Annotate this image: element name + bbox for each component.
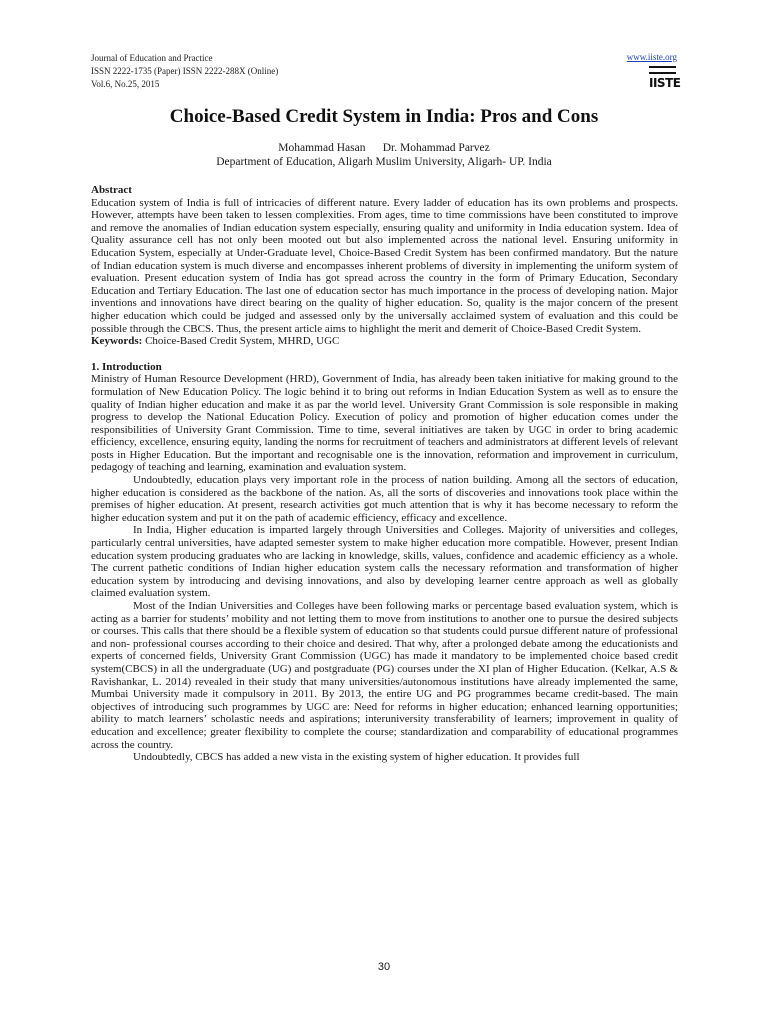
logo-text: IISTE (649, 76, 681, 90)
paper-title: Choice-Based Credit System in India: Pros and Cons (169, 106, 599, 127)
intro-paragraph: Undoubtedly, education plays very important role in the process of nation building. Among all the sectors of education, higher education is considered as the backbone of the nation. As, all the sorts of discoveries and innovations took place within the premises of higher education. At present, research activities got much attention that is why it has become necessary to reform the higher education system and put it on the path of academic efficiency, efficacy and excellence. (91, 474, 678, 524)
keywords-list: Choice-Based Credit System, MHRD, UGC (142, 335, 340, 348)
journal-header (91, 52, 278, 91)
journal-issn: ISSN 2222-1735 (Paper) ISSN 2222-288X (Online) (91, 66, 279, 76)
intro-paragraph: In India, Higher education is imparted largely through Universities and Colleges. Majority of universities and colleges, particularly central universities, have adapted semester system to make higher education more compatible. However, present Indian education system producing graduates who are lacking in knowledge, skills, values, confidence and academic efficiency as a whole. The current pathetic conditions of Indian higher education system calls the necessary reformation and transformation of higher education system by introducing and devising innovations, and also by developing learner centre approach as well as globally claimed evaluation system. (91, 524, 678, 600)
paper-authors: Mohammad Hasan Dr. Mohammad Parvez (278, 142, 490, 154)
paper-body (91, 184, 678, 764)
abstract-heading: Abstract (91, 184, 132, 196)
keywords-label: Keywords: (91, 335, 143, 348)
intro-paragraph: Most of the Indian Universities and Colleges have been following marks or percentage based evaluation system, which is acting as a barrier for students’ mobility and not letting them to move from institutions to another one to pursue the desired subjects or courses. This calls that there should be a flexible system of education so that students could pursue different nature of professional and non- professional courses according to their choice and desired. That why, after a prolonged debate among the educationists and experts of concerned fields, University Grant Commission (UGC) has made it mandatory to be implemented choice based credit system(CBCS) in all the undergraduate (UG) and postgraduate (PG) courses under the XI plan of Higher Education. (Kelkar, A.S & Ravishankar, L. 2014) revealed in their study that many universities/autonomous institutions have already implemented the same, Mumbai University made it compulsory in 2011. By 2013, the entire UG and PG programmes became credit-based. The main objectives of introducing such programmes by UGC are: Need for reforms in higher education; enhanced learning opportunities; ability to match learners’ scholastic needs and aspirations; interuniversity transferability of learners; improvement in quality of education and excellence; greater flexibility to complete the course; standardization and comparability of educational programmes across the country. (91, 600, 678, 751)
intro-paragraph: Undoubtedly, CBCS has added a new vista in the existing system of higher education. It provides full (133, 751, 580, 764)
keywords-line (91, 335, 678, 348)
introduction-heading: 1. Introduction (91, 360, 162, 373)
journal-volume: Vol.6, No.25, 2015 (91, 79, 160, 89)
journal-name: Journal of Education and Practice (91, 53, 213, 63)
journal-website-link[interactable]: www.iiste.org (626, 52, 677, 62)
author-affiliation: Department of Education, Aligarh Muslim University, Aligarh- UP. India (216, 156, 552, 168)
intro-paragraph: Ministry of Human Resource Development (HRD), Government of India, has already been taken initiative for making ground to the formulation of New Education Policy. The logic behind it to bring out reforms in Indian Education System as well as to ensure the quality of Indian higher education and make it as par the world level. University Grant Commission is sole responsible in making progress to develop the National Education Policy. Execution of policy and promotion of higher education comes under the responsibilities of University Grant Commission. Time to time, several initiatives are taken by UGC in order to bring academic efficiency, excellence, ensuring equity, landing the norms for recruitment of teachers and administrators at different levels of relevant posts in Higher Education. But the important and recognisable one is the innovation, reformation and improvement in curriculum, pedagogy of teaching and learning, examination and evaluation system. (91, 373, 678, 474)
iiste-logo (649, 66, 681, 92)
abstract-text: Education system of India is full of intricacies of different nature. Every ladder of education has its own problems and prospects. However, attempts have been taken to lessen complexities. From ages, time to time commissions have been constituted to improve and remove the anomalies of Indian education system especially, ensuring quality and uniformity in India education system. Idea of Quality assurance cell has not only been mooted out but also implemented across the national level. Ensuring uniformity in Education System, especially at Under-Graduate level, Choice-Based Credit System has been confirmed mandatory. But the nature of Indian education system is much diverse and encompasses inherent problems of diversity in implementing the uniform system of evaluation. Present education system of India has got spread across the country in the form of Primary Education, Secondary Education and Tertiary Education. The last one of education sector has much importance in the process of developing nation. Major inventions and innovations have direct bearing on the quality of higher education. So, quality is the major concern of the present higher education which could be judged and assessed only by the universally acclaimed system of evaluation and this could be possible through the CBCS. Thus, the present article aims to highlight the merit and demerit of Choice-Based Credit System. (91, 196, 678, 335)
page-number: 30 (377, 961, 391, 973)
